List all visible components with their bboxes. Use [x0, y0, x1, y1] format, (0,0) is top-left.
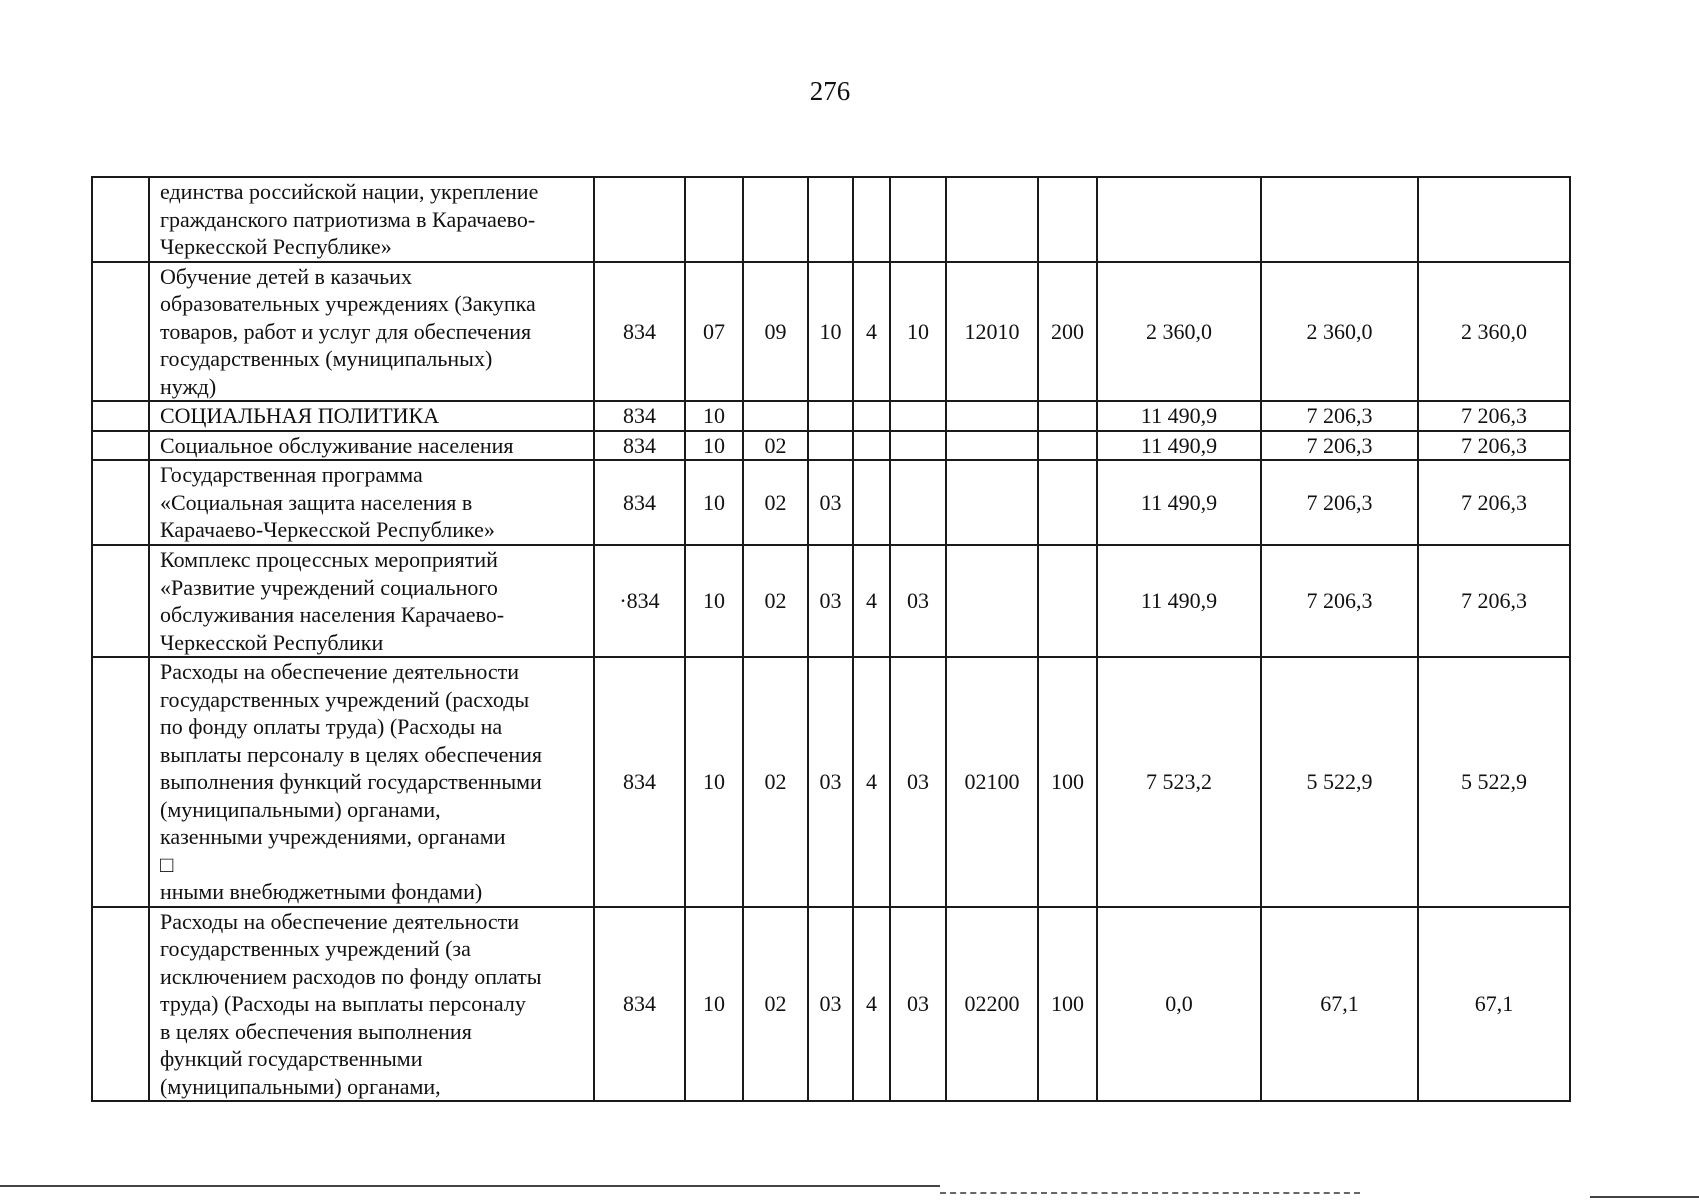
grbs-cell: [594, 177, 685, 262]
measure-cell: 03: [890, 545, 946, 657]
item-name-line: Карачаево-Черкесской Республике»: [160, 517, 495, 543]
row-number-cell: [92, 460, 149, 545]
item-name-line: государственных учреждений (за: [160, 936, 471, 961]
item-name-line: исключением расходов по фонду оплаты: [160, 963, 542, 989]
row-number-cell: [92, 657, 149, 907]
item-name-line: «Развитие учреждений социального: [160, 574, 498, 600]
grbs-cell: 834: [594, 401, 685, 431]
section-cell: 10: [685, 460, 743, 545]
expense-type-cell: [1038, 460, 1097, 545]
amount-2-cell: 5 522,9: [1261, 657, 1418, 907]
item-name-line: нужд): [160, 373, 217, 399]
measure-cell: 03: [890, 657, 946, 907]
program-cell: 10: [808, 262, 853, 402]
item-name-line: Комплекс процессных мероприятий: [160, 547, 498, 572]
direction-cell: [946, 545, 1038, 657]
table-row: [92, 262, 1570, 402]
table-row: [92, 401, 1570, 431]
amount-3-cell: 7 206,3: [1418, 401, 1570, 431]
type-cell: 4: [853, 907, 890, 1102]
direction-cell: [946, 401, 1038, 431]
grbs-cell: ·834: [594, 545, 685, 657]
type-cell: [853, 431, 890, 461]
row-number-cell: [92, 262, 149, 402]
item-name-line: единства российской нации, укрепление: [160, 179, 539, 204]
type-cell: 4: [853, 657, 890, 907]
row-number-cell: [92, 401, 149, 431]
amount-2-cell: 2 360,0: [1261, 262, 1418, 402]
section-cell: 10: [685, 545, 743, 657]
amount-3-cell: 7 206,3: [1418, 545, 1570, 657]
amount-2-cell: 7 206,3: [1261, 545, 1418, 657]
measure-cell: 03: [890, 907, 946, 1102]
section-cell: 10: [685, 907, 743, 1102]
item-name-line: Государственная программа: [160, 462, 423, 488]
amount-2-cell: 7 206,3: [1261, 460, 1418, 545]
amount-1-cell: 11 490,9: [1097, 431, 1261, 461]
expense-type-cell: [1038, 545, 1097, 657]
grbs-cell: 834: [594, 262, 685, 402]
item-name-line: Расходы на обеспечение деятельности: [160, 659, 520, 684]
item-name-cell: [149, 657, 594, 907]
item-name-line: Расходы на обеспечение деятельности: [160, 908, 520, 934]
item-name-line: выплаты персоналу в целях обеспечения: [160, 741, 543, 767]
item-name-line: труда) (Расходы на выплаты персоналу: [160, 991, 526, 1016]
budget-table: [91, 176, 1571, 1102]
row-number-cell: [92, 177, 149, 262]
item-name-line: казенными учреждениями, органами: [160, 824, 506, 849]
grbs-cell: 834: [594, 431, 685, 461]
section-cell: [685, 177, 743, 262]
item-name-line: государственных учреждений (расходы: [160, 686, 530, 712]
amount-2-cell: 7 206,3: [1261, 431, 1418, 461]
subsection-cell: [743, 177, 808, 262]
amount-2-cell: [1261, 177, 1418, 262]
direction-cell: [946, 431, 1038, 461]
item-name-line: Социальное обслуживание населения: [160, 432, 514, 458]
row-number-cell: [92, 545, 149, 657]
amount-3-cell: 5 522,9: [1418, 657, 1570, 907]
row-number-cell: [92, 907, 149, 1102]
item-name-cell: [149, 401, 594, 431]
item-name-line: функций государственными: [160, 1046, 423, 1071]
direction-cell: 02100: [946, 657, 1038, 907]
amount-2-cell: 67,1: [1261, 907, 1418, 1102]
amount-3-cell: 67,1: [1418, 907, 1570, 1102]
type-cell: 4: [853, 262, 890, 402]
item-name-line: нными внебюджетными фондами): [160, 879, 483, 904]
scan-edge-line-right: [1590, 1196, 1699, 1198]
item-name-cell: [149, 431, 594, 461]
direction-cell: [946, 177, 1038, 262]
item-name-cell: [149, 460, 594, 545]
table-row: [92, 545, 1570, 657]
measure-cell: [890, 401, 946, 431]
section-cell: 10: [685, 431, 743, 461]
section-cell: 10: [685, 657, 743, 907]
measure-cell: [890, 431, 946, 461]
item-name-line: товаров, работ и услуг для обеспечения: [160, 318, 532, 344]
row-number-cell: [92, 431, 149, 461]
table-row: [92, 907, 1570, 1102]
item-name-cell: [149, 177, 594, 262]
measure-cell: 10: [890, 262, 946, 402]
scan-edge-line: [0, 1185, 940, 1187]
item-name-line: Черкесской Республике»: [160, 234, 392, 259]
item-name-line: (муниципальными) органами,: [160, 1073, 441, 1099]
program-cell: 03: [808, 657, 853, 907]
item-name-line: образовательных учреждениях (Закупка: [160, 291, 536, 316]
grbs-cell: 834: [594, 907, 685, 1102]
direction-cell: 02200: [946, 907, 1038, 1102]
subsection-cell: 09: [743, 262, 808, 402]
item-name-line: Обучение детей в казачьих: [160, 263, 412, 289]
grbs-cell: 834: [594, 460, 685, 545]
expense-type-cell: 200: [1038, 262, 1097, 402]
amount-1-cell: 11 490,9: [1097, 401, 1261, 431]
amount-3-cell: 7 206,3: [1418, 460, 1570, 545]
item-name-line: □: [160, 851, 174, 877]
item-name-line: СОЦИАЛЬНАЯ ПОЛИТИКА: [160, 403, 440, 428]
type-cell: [853, 177, 890, 262]
table-body: [92, 177, 1570, 1101]
amount-2-cell: 7 206,3: [1261, 401, 1418, 431]
direction-cell: [946, 460, 1038, 545]
amount-1-cell: 11 490,9: [1097, 460, 1261, 545]
subsection-cell: 02: [743, 431, 808, 461]
amount-1-cell: 0,0: [1097, 907, 1261, 1102]
item-name-line: «Социальная защита населения в: [160, 489, 473, 515]
item-name-cell: [149, 262, 594, 402]
direction-cell: 12010: [946, 262, 1038, 402]
type-cell: 4: [853, 545, 890, 657]
scan-edge-dashes: [940, 1192, 1360, 1194]
program-cell: [808, 401, 853, 431]
item-name-line: по фонду оплаты труда) (Расходы на: [160, 714, 503, 739]
item-name-cell: [149, 907, 594, 1102]
section-cell: 07: [685, 262, 743, 402]
amount-1-cell: 7 523,2: [1097, 657, 1261, 907]
item-name-line: выполнения функций государственными: [160, 769, 542, 794]
subsection-cell: 02: [743, 907, 808, 1102]
program-cell: 03: [808, 907, 853, 1102]
subsection-cell: 02: [743, 460, 808, 545]
type-cell: [853, 460, 890, 545]
table-row: [92, 177, 1570, 262]
expense-type-cell: 100: [1038, 907, 1097, 1102]
measure-cell: [890, 460, 946, 545]
item-name-line: гражданского патриотизма в Карачаево-: [160, 206, 536, 232]
amount-1-cell: 11 490,9: [1097, 545, 1261, 657]
expense-type-cell: [1038, 431, 1097, 461]
item-name-line: (муниципальными) органами,: [160, 796, 441, 822]
page-number: 276: [809, 76, 851, 106]
amount-3-cell: 2 360,0: [1418, 262, 1570, 402]
table-row: [92, 657, 1570, 907]
grbs-cell: 834: [594, 657, 685, 907]
subsection-cell: 02: [743, 545, 808, 657]
program-cell: 03: [808, 545, 853, 657]
table-row: [92, 460, 1570, 545]
amount-3-cell: [1418, 177, 1570, 262]
type-cell: [853, 401, 890, 431]
amount-1-cell: 2 360,0: [1097, 262, 1261, 402]
program-cell: [808, 431, 853, 461]
amount-3-cell: 7 206,3: [1418, 431, 1570, 461]
subsection-cell: [743, 401, 808, 431]
subsection-cell: 02: [743, 657, 808, 907]
table-row: [92, 431, 1570, 461]
item-name-line: Черкесской Республики: [160, 629, 384, 655]
item-name-line: обслуживания населения Карачаево-: [160, 602, 505, 627]
item-name-line: государственных (муниципальных): [160, 346, 493, 371]
item-name-cell: [149, 545, 594, 657]
program-cell: 03: [808, 460, 853, 545]
expense-type-cell: 100: [1038, 657, 1097, 907]
expense-type-cell: [1038, 401, 1097, 431]
section-cell: 10: [685, 401, 743, 431]
amount-1-cell: [1097, 177, 1261, 262]
expense-type-cell: [1038, 177, 1097, 262]
item-name-line: в целях обеспечения выполнения: [160, 1018, 472, 1044]
measure-cell: [890, 177, 946, 262]
program-cell: [808, 177, 853, 262]
